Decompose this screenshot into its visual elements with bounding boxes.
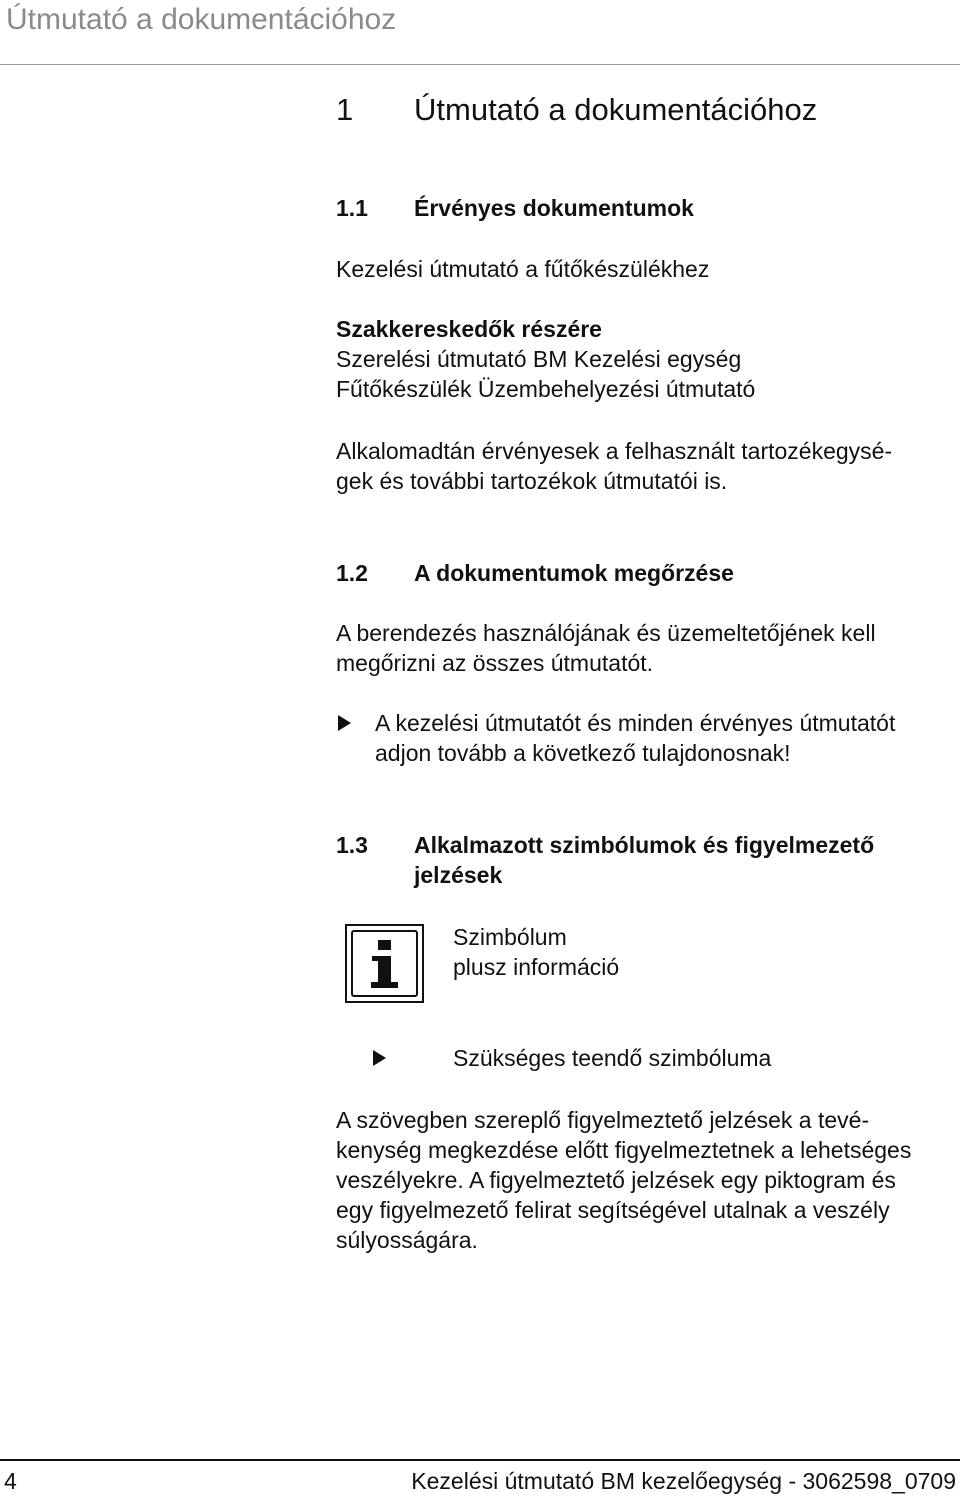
subheading: Szakkereskedők részére <box>336 316 602 342</box>
paragraph-line: kenység megkezdése előtt figyelmeztetnek a lehetséges <box>336 1137 912 1163</box>
action-arrow-icon <box>338 715 351 731</box>
section-title-block <box>414 830 934 890</box>
bullet-text-line: adjon tovább a következő tulajdonosnak! <box>375 740 791 766</box>
paragraph-line: megőrizni az összes útmutatót. <box>336 650 654 676</box>
chapter-title: Útmutató a dokumentációhoz <box>414 92 818 127</box>
paragraph-line: A szövegben szereplő figyelmeztető jelzések a tevé- <box>336 1107 870 1133</box>
section-title-line: jelzések <box>414 862 503 888</box>
section-title: A dokumentumok megőrzése <box>414 560 734 586</box>
page-number: 4 <box>4 1468 17 1494</box>
paragraph-line: súlyosságára. <box>336 1227 478 1253</box>
paragraph-line: A berendezés használójának és üzemeltetőjének kell <box>336 620 876 646</box>
chapter-number: 1 <box>336 92 354 127</box>
document-line: Fűtőkészülék Üzembehelyezési útmutató <box>336 376 756 402</box>
paragraph-line: Alkalomadtán érvényesek a felhasznált tartozékegysé- <box>336 438 893 464</box>
document-line: Szerelési útmutató BM Kezelési egység <box>336 346 742 372</box>
section-number: 1.1 <box>336 195 368 221</box>
running-header-title: Útmutató a dokumentációhoz <box>6 3 397 36</box>
footer-divider <box>0 1459 960 1461</box>
header-divider <box>0 64 960 65</box>
paragraph-line: veszélyekre. A figyelmeztető jelzések egy piktogram és <box>336 1167 896 1193</box>
symbol-info-label-line: Szimbólum <box>453 924 567 950</box>
info-letter-glyph <box>347 926 422 1001</box>
section-title: Érvényes dokumentumok <box>414 195 694 221</box>
symbol-action-label: Szükséges teendő szimbóluma <box>453 1045 772 1071</box>
section-number: 1.2 <box>336 560 368 586</box>
footer-document-id: Kezelési útmutató BM kezelőegység - 3062598_0709 <box>411 1468 956 1494</box>
paragraph-line: egy figyelmezető felirat segítségével utalnak a veszély <box>336 1197 890 1223</box>
bullet-text-line: A kezelési útmutatót és minden érvényes útmutatót <box>375 710 896 736</box>
info-icon <box>345 924 424 1003</box>
section-number: 1.3 <box>336 832 368 858</box>
action-arrow-icon <box>373 1050 386 1066</box>
paragraph-line: gek és további tartozékok útmutatói is. <box>336 468 728 494</box>
symbol-info-label-line: plusz információ <box>453 954 620 980</box>
section-title-line: Alkalmazott szimbólumok és figyelmezető <box>414 832 875 858</box>
document-line: Kezelési útmutató a fűtőkészülékhez <box>336 256 710 282</box>
